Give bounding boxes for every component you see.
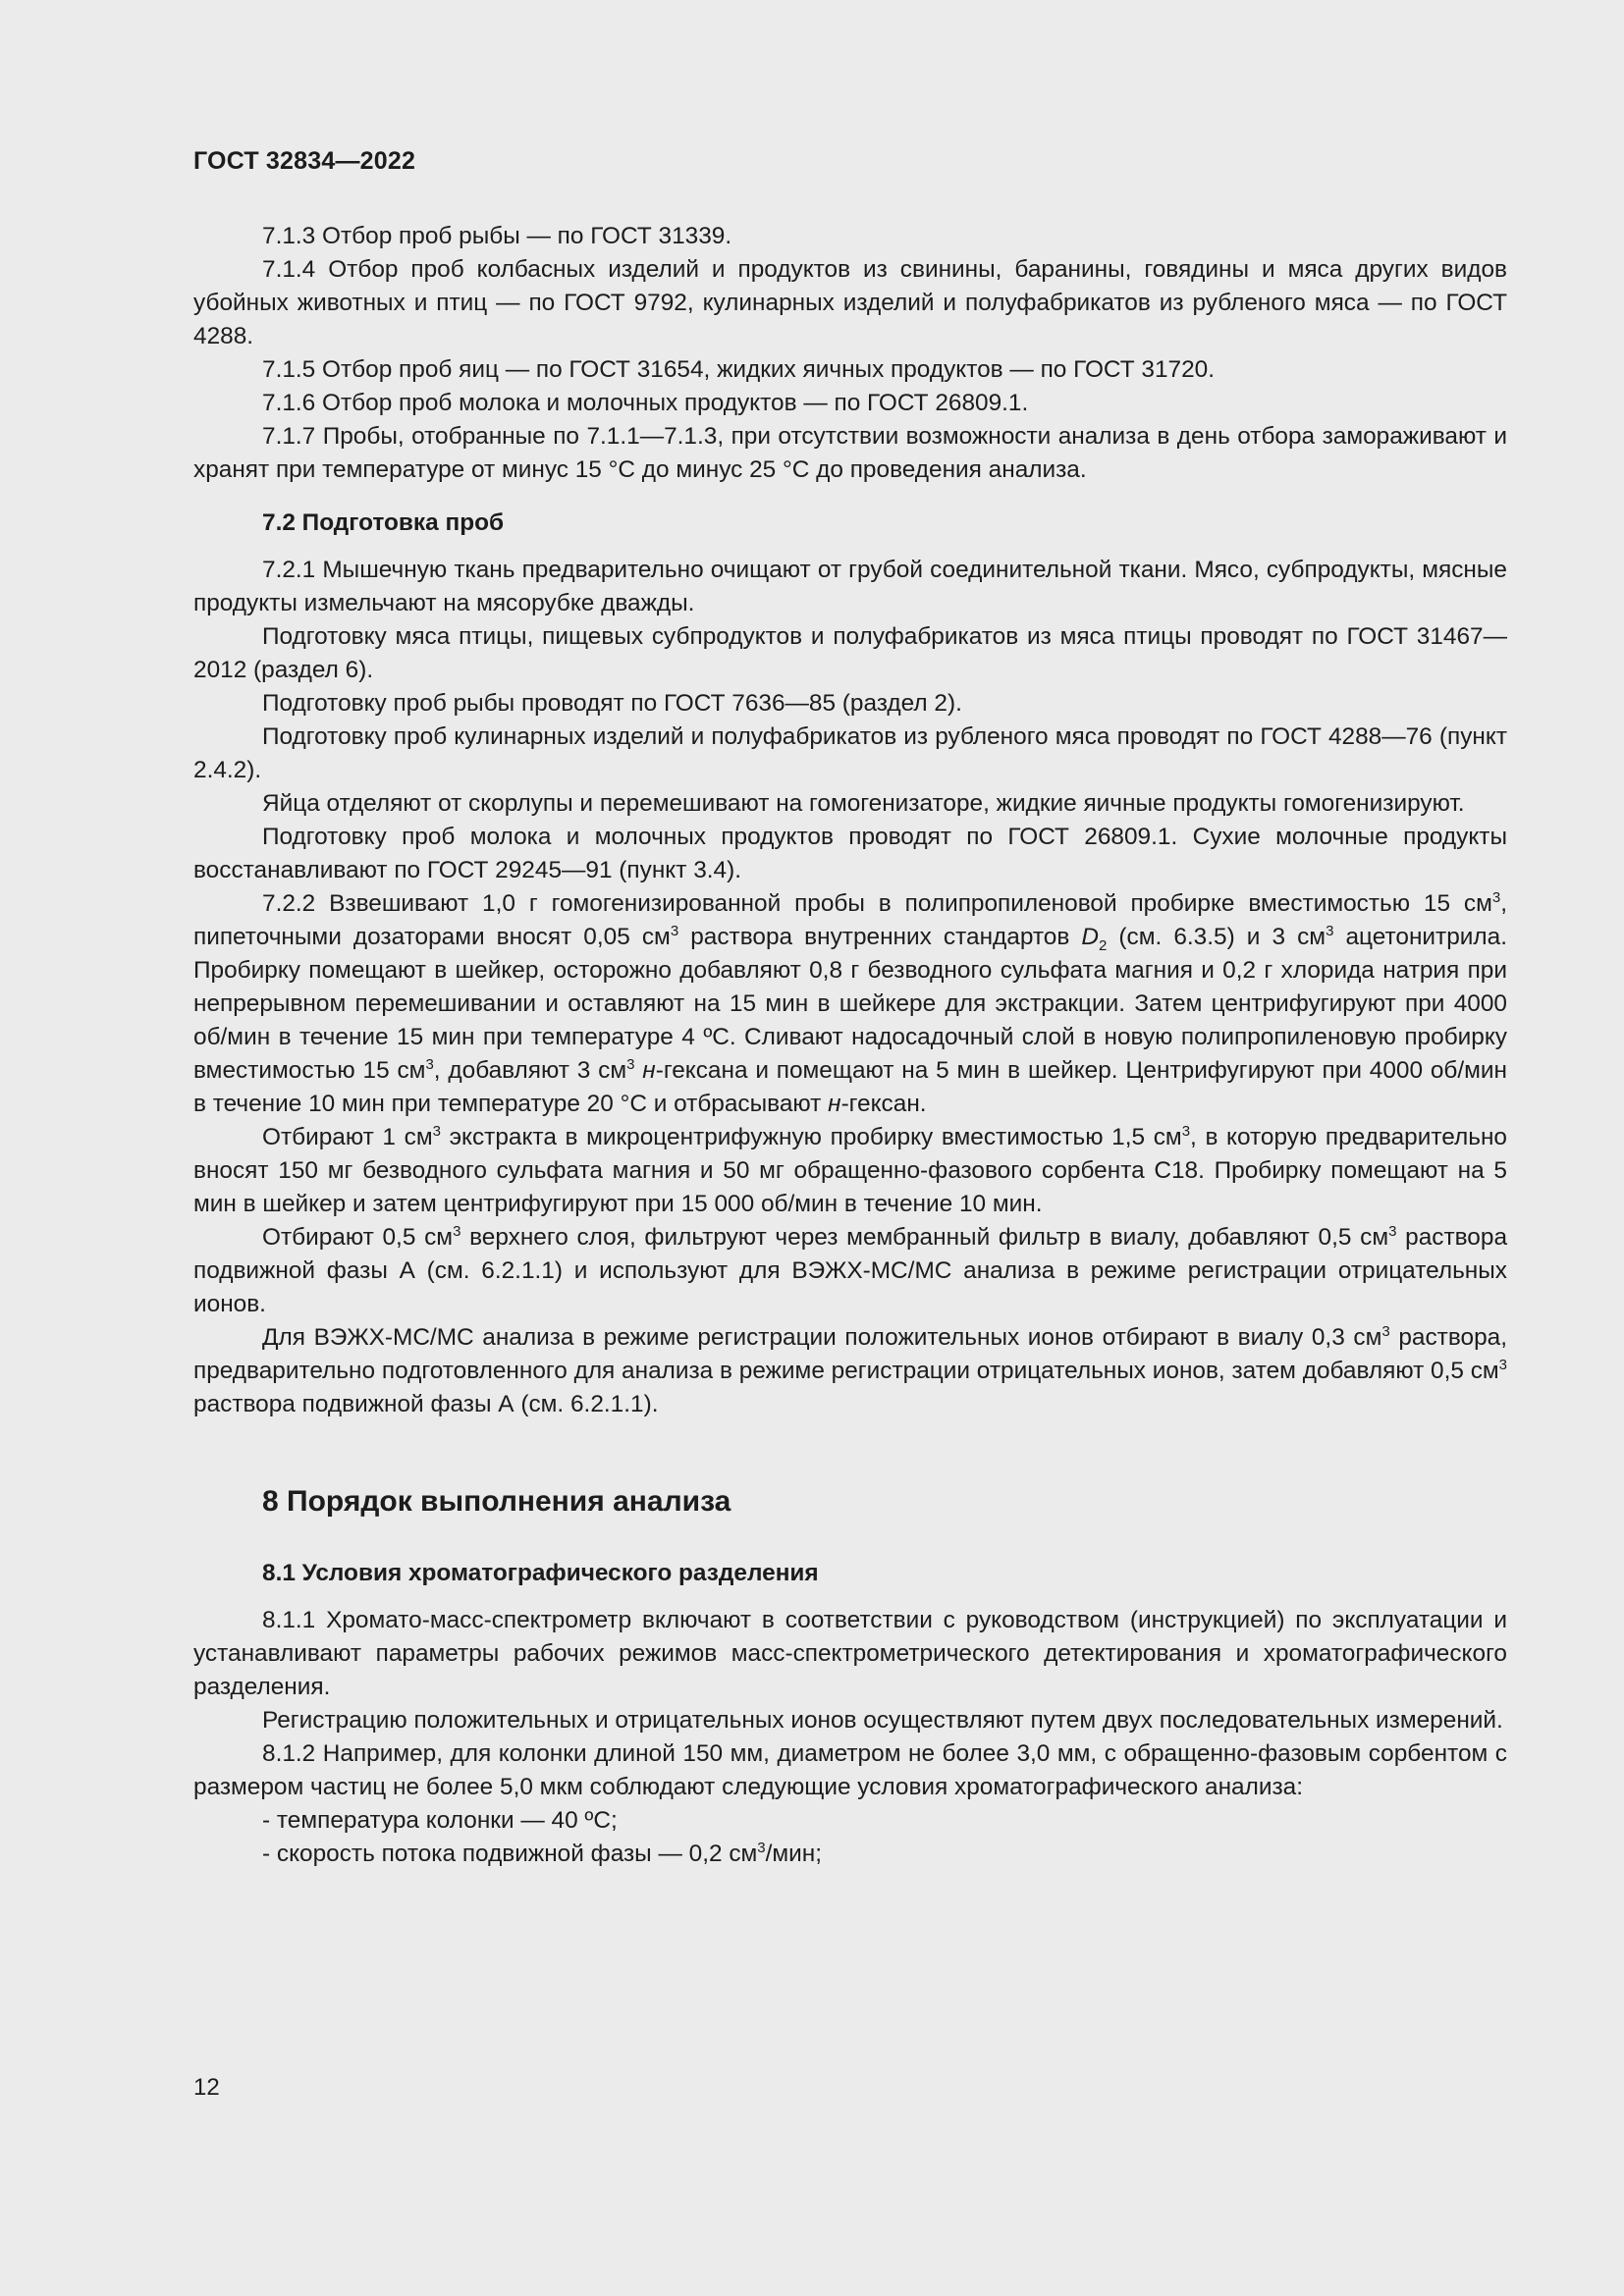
document-body: [193, 220, 1507, 1871]
paragraph-7-2-1: 7.2.1 Мышечную ткань предварительно очищают от грубой соединительной ткани. Мясо, субпродукты, мясные продукты измельчают на мясорубке дважды.: [193, 557, 1507, 616]
paragraph-7-1-3: 7.1.3 Отбор проб рыбы — по ГОСТ 31339.: [262, 223, 732, 249]
superscript: 3: [1388, 1223, 1397, 1240]
heading-8-1: 8.1 Условия хроматографического разделения: [262, 1560, 819, 1586]
superscript: 3: [757, 1840, 766, 1856]
list-item-temperature: - температура колонки — 40 ºС;: [262, 1807, 618, 1834]
page-number: 12: [193, 2074, 220, 2101]
superscript: 3: [432, 1123, 441, 1140]
superscript: 3: [1181, 1123, 1191, 1140]
superscript: 3: [626, 1056, 635, 1073]
paragraph-7-2-2: 7.2.2 Взвешивают 1,0 г гомогенизированной пробы в полипропиленовой пробирке вместимостью 15 $см^3$, пипеточными дозаторами вносят 0,05 $см^3$ раствора внутренних стандартов $D_2$ (см. 6.3.5) и 3 $см^3$ ацетонитрила. Пробирку помещают в шейкер, осторожно добавляют 0,8 г безводного сульфата магния и 0,2 г хлорида натрия при непрерывном перемешивании и оставляют на 15 мин в шейкере для экстракции. Затем центрифугируют при 4000 об/мин в течение 15 мин при температуре 4 ºС. Сливают надосадочный слой в новую полипропиленовую пробирку вместимостью 15 $см^3$, добавляют 3 $см^3$ н-гексана и помещают на 5 мин в шейкер. Центрифугируют при 4000 об/мин в течение 10 мин при температуре 20 °С и отбрасывают н-гексан.: [193, 889, 1508, 1117]
paragraph-extract-2: Отбирают 0,5 $см^3$ верхнего слоя, фильтруют через мембранный фильтр в виалу, добавляют 0,5 $см^3$ раствора подвижной фазы А (см. 6.2.1.1) и используют для ВЭЖХ-МС/МС анализа в режиме регистрации отрицательных ионов.: [193, 1223, 1508, 1317]
superscript: 3: [1498, 1357, 1508, 1373]
superscript: 3: [453, 1223, 461, 1240]
paragraph-eggs: Яйца отделяют от скорлупы и перемешивают на гомогенизаторе, жидкие яичные продукты гомогенизируют.: [262, 790, 1465, 817]
heading-7-2: 7.2 Подготовка проб: [262, 509, 505, 536]
superscript: 3: [1381, 1323, 1390, 1340]
document-header: ГОСТ 32834—2022: [193, 147, 416, 175]
subscript: 2: [1098, 937, 1108, 954]
list-item-flow-rate: - скорость потока подвижной фазы — 0,2 $см^3$/мин;: [262, 1840, 823, 1867]
superscript: 3: [670, 923, 679, 939]
paragraph-8-1-1: 8.1.1 Хромато-масс-спектрометр включают в соответствии с руководством (инструкцией) по эксплуатации и устанавливают параметры рабочих режимов масс-спектрометрического детектирования и хроматографического разделения.: [193, 1607, 1507, 1700]
paragraph-8-1-2: 8.1.2 Например, для колонки длиной 150 мм, диаметром не более 3,0 мм, с обращенно-фазовым сорбентом с размером частиц не более 5,0 мкм соблюдают следующие условия хроматографического анализа:: [193, 1740, 1507, 1800]
paragraph-registration: Регистрацию положительных и отрицательных ионов осуществляют путем двух последовательных измерений.: [262, 1707, 1503, 1734]
paragraph-fish: Подготовку проб рыбы проводят по ГОСТ 7636—85 (раздел 2).: [262, 690, 962, 717]
paragraph-7-1-6: 7.1.6 Отбор проб молока и молочных продуктов — по ГОСТ 26809.1.: [262, 390, 1029, 416]
superscript: 3: [425, 1056, 434, 1073]
paragraph-7-1-5: 7.1.5 Отбор проб яиц — по ГОСТ 31654, жидких яичных продуктов — по ГОСТ 31720.: [262, 356, 1216, 383]
paragraph-milk: Подготовку проб молока и молочных продуктов проводят по ГОСТ 26809.1. Сухие молочные продукты восстанавливают по ГОСТ 29245—91 (пункт 3.4).: [193, 824, 1507, 883]
superscript: 3: [1491, 889, 1501, 906]
paragraph-extract-1: Отбирают 1 $см^3$ экстракта в микроцентрифужную пробирку вместимостью 1,5 $см^3$, в которую предварительно вносят 150 мг безводного сульфата магния и 50 мг обращенно-фазового сорбента С18. Пробирку помещают на 5 мин в шейкер и затем центрифугируют при 15 000 об/мин в течение 10 мин.: [193, 1123, 1507, 1217]
paragraph-7-1-7: 7.1.7 Пробы, отобранные по 7.1.1—7.1.3, при отсутствии возможности анализа в день отбора замораживают и хранят при температуре от минус 15 °С до минус 25 °С до проведения анализа.: [193, 423, 1507, 483]
paragraph-7-1-4: 7.1.4 Отбор проб колбасных изделий и продуктов из свинины, баранины, говядины и мяса других видов убойных животных и птиц — по ГОСТ 9792, кулинарных изделий и полуфабрикатов из рубленого мяса — по ГОСТ 4288.: [193, 256, 1507, 349]
paragraph-positive-ions: Для ВЭЖХ-МС/МС анализа в режиме регистрации положительных ионов отбирают в виалу 0,3 $см^3$ раствора, предварительно подготовленного для анализа в режиме регистрации отрицательных ионов, затем добавляют 0,5 $см^3$ раствора подвижной фазы А (см. 6.2.1.1).: [193, 1323, 1508, 1417]
superscript: 3: [1326, 923, 1334, 939]
heading-8: 8 Порядок выполнения анализа: [262, 1485, 731, 1518]
paragraph-culinary: Подготовку проб кулинарных изделий и полуфабрикатов из рубленого мяса проводят по ГОСТ 4288—76 (пункт 2.4.2).: [193, 723, 1507, 783]
paragraph-poultry: Подготовку мяса птицы, пищевых субпродуктов и полуфабрикатов из мяса птицы проводят по ГОСТ 31467—2012 (раздел 6).: [193, 623, 1507, 683]
